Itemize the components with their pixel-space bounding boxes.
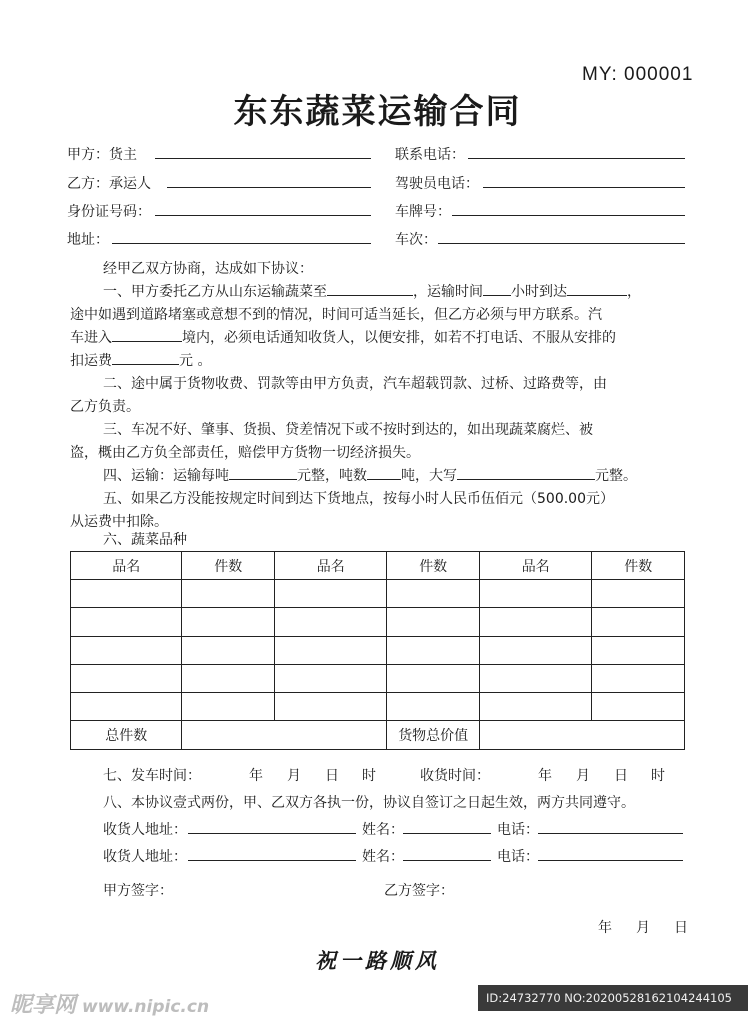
table-header-cell: 品名 [479, 552, 591, 580]
transport-hours-blank [483, 281, 511, 296]
sign-day: 日 [674, 920, 688, 936]
table-header-cell: 品名 [274, 552, 386, 580]
receive-time-label: 收货时间： [420, 768, 490, 784]
driver-phone-label: 驾驶员电话： [395, 176, 479, 192]
table-cell[interactable] [71, 664, 182, 692]
clause-1-line-4-b: 元 。 [179, 353, 212, 369]
clause-1-line-2: 途中如遇到道路堵塞或意想不到的情况，时间可适当延长，但乙方必须与甲方联系。汽 [70, 307, 602, 323]
depart-month: 月 [287, 768, 301, 784]
sign-month: 月 [636, 920, 650, 936]
table-cell[interactable] [479, 636, 591, 664]
plate-line [452, 215, 685, 216]
table-cell[interactable] [387, 608, 480, 636]
depart-day: 日 [325, 768, 339, 784]
amount-in-words-blank [457, 465, 595, 480]
table-header-cell: 件数 [592, 552, 685, 580]
table-header-row [71, 552, 685, 580]
arrive-place-blank [567, 281, 627, 296]
table-cell[interactable] [592, 693, 685, 721]
clause-1-line-4-a: 扣运费 [70, 353, 112, 369]
consignee-address-line [188, 833, 356, 834]
receive-month: 月 [576, 768, 590, 784]
clause-4 [103, 465, 637, 488]
clause-1-text-d: ， [627, 284, 641, 300]
table-row [71, 608, 685, 636]
table-header-cell: 件数 [387, 552, 480, 580]
closing-wish: 祝一路顺风 [315, 948, 440, 973]
consignee-phone-label: 电话： [497, 822, 539, 838]
table-cell[interactable] [479, 693, 591, 721]
party-a-line [155, 158, 371, 159]
clause-4-text-b: 元整，吨数 [297, 468, 367, 484]
table-cell[interactable] [182, 664, 275, 692]
table-cell[interactable] [592, 664, 685, 692]
party-a-signature-label: 甲方签字： [103, 883, 173, 899]
table-cell[interactable] [479, 580, 591, 608]
clause-1-line-3 [70, 327, 616, 350]
table-row [71, 693, 685, 721]
table-cell[interactable] [71, 693, 182, 721]
table-cell[interactable] [182, 636, 275, 664]
table-row [71, 636, 685, 664]
site-watermark-name: 昵享网 [10, 993, 77, 1018]
clause-1-text-a: 一、甲方委托乙方从山东运输蔬菜至 [103, 284, 327, 300]
receive-hour: 时 [651, 768, 665, 784]
clause-1-line-4 [70, 350, 211, 373]
id-number-label: 身份证号码： [67, 204, 151, 220]
table-row [71, 580, 685, 608]
serial-number: MY: 000001 [582, 64, 694, 85]
table-total-row [71, 721, 685, 750]
table-row [71, 664, 685, 692]
consignee-address-label: 收货人地址： [103, 822, 187, 838]
agreement-intro: 经甲乙双方协商，达成如下协议： [103, 261, 313, 277]
clause-6-heading: 六、蔬菜品种 [103, 532, 187, 548]
table-cell[interactable] [274, 608, 386, 636]
party-a-label: 甲方：货主 [67, 147, 137, 163]
id-number-line [155, 215, 371, 216]
entry-region-blank [112, 327, 182, 342]
destination-blank [327, 281, 413, 296]
table-cell[interactable] [387, 580, 480, 608]
clause-2-line-1: 二、途中属于货物收费、罚款等由甲方负责，汽车超载罚款、过桥、过路费等，由 [103, 376, 607, 392]
party-b-signature-label: 乙方签字： [384, 883, 454, 899]
table-cell[interactable] [182, 580, 275, 608]
clause-5-line-1: 五、如果乙方没能按规定时间到达下货地点，按每小时人民币伍佰元（500.00元） [103, 491, 614, 507]
plate-label: 车牌号： [395, 204, 451, 220]
table-cell[interactable] [387, 664, 480, 692]
clause-1-line-3-a: 车进入 [70, 330, 112, 346]
total-count-label: 总件数 [71, 721, 182, 750]
table-cell[interactable] [274, 693, 386, 721]
receive-year: 年 [538, 768, 552, 784]
clause-1-line-1 [103, 281, 641, 304]
price-per-ton-blank [229, 465, 297, 480]
clause-2-line-2: 乙方负责。 [70, 399, 140, 415]
depart-time-label: 七、发车时间： [103, 768, 201, 784]
image-id-banner: ID:24732770 NO:20200528162104244105 [478, 985, 748, 1011]
table-cell[interactable] [387, 693, 480, 721]
depart-year: 年 [249, 768, 263, 784]
party-b-line [167, 187, 371, 188]
party-b-label: 乙方：承运人 [67, 176, 151, 192]
clause-5-line-2: 从运费中扣除。 [70, 514, 168, 530]
trip-line [438, 243, 685, 244]
table-cell[interactable] [592, 608, 685, 636]
contact-phone-label: 联系电话： [395, 147, 465, 163]
clause-8: 八、本协议壹式两份，甲、乙双方各执一份，协议自签订之日起生效，两方共同遵守。 [103, 795, 635, 811]
table-cell[interactable] [387, 636, 480, 664]
table-cell[interactable] [592, 580, 685, 608]
receive-day: 日 [614, 768, 628, 784]
table-cell[interactable] [71, 608, 182, 636]
consignee-name-label-2: 姓名： [362, 849, 404, 865]
table-cell[interactable] [479, 608, 591, 636]
table-cell[interactable] [274, 636, 386, 664]
clause-4-text-d: 元整。 [595, 468, 637, 484]
clause-1-text-b: ，运输时间 [413, 284, 483, 300]
address-label: 地址： [67, 232, 109, 248]
consignee-name-label: 姓名： [362, 822, 404, 838]
table-cell[interactable] [479, 664, 591, 692]
consignee-address-line-2 [188, 860, 356, 861]
clause-1-text-c: 小时到达 [511, 284, 567, 300]
table-cell[interactable] [71, 636, 182, 664]
address-line [112, 243, 371, 244]
consignee-name-line-2 [403, 860, 491, 861]
total-value-label: 货物总价值 [387, 721, 480, 750]
table-cell[interactable] [182, 693, 275, 721]
trip-label: 车次： [395, 232, 437, 248]
contact-phone-line [468, 158, 685, 159]
clause-3-line-1: 三、车况不好、肇事、货损、贷差情况下或不按时到达的，如出现蔬菜腐烂、被 [103, 422, 593, 438]
total-count-value[interactable] [182, 721, 387, 750]
document-title: 东东蔬菜运输合同 [233, 92, 522, 132]
table-header-cell: 件数 [182, 552, 275, 580]
table-cell[interactable] [274, 664, 386, 692]
table-cell[interactable] [182, 608, 275, 636]
clause-1-line-3-b: 境内，必须电话通知收货人，以便安排，如若不打电话、不服从安排的 [182, 330, 616, 346]
clause-4-text-a: 四、运输：运输每吨 [103, 468, 229, 484]
consignee-name-line [403, 833, 491, 834]
tonnage-blank [367, 465, 401, 480]
deduct-fee-blank [112, 350, 179, 365]
total-value-value[interactable] [479, 721, 684, 750]
depart-hour: 时 [362, 768, 376, 784]
consignee-phone-line-2 [538, 860, 683, 861]
table-cell[interactable] [592, 636, 685, 664]
clause-4-text-c: 吨，大写 [401, 468, 457, 484]
site-watermark-url: www.nipic.cn [81, 997, 210, 1017]
table-cell[interactable] [274, 580, 386, 608]
consignee-phone-line [538, 833, 683, 834]
clause-3-line-2: 盗，概由乙方负全部责任，赔偿甲方货物一切经济损失。 [70, 445, 420, 461]
site-watermark [10, 988, 209, 1019]
table-cell[interactable] [71, 580, 182, 608]
consignee-phone-label-2: 电话： [497, 849, 539, 865]
sign-year: 年 [598, 920, 612, 936]
table-header-cell: 品名 [71, 552, 182, 580]
driver-phone-line [483, 187, 685, 188]
consignee-address-label-2: 收货人地址： [103, 849, 187, 865]
vegetable-table [70, 551, 685, 750]
